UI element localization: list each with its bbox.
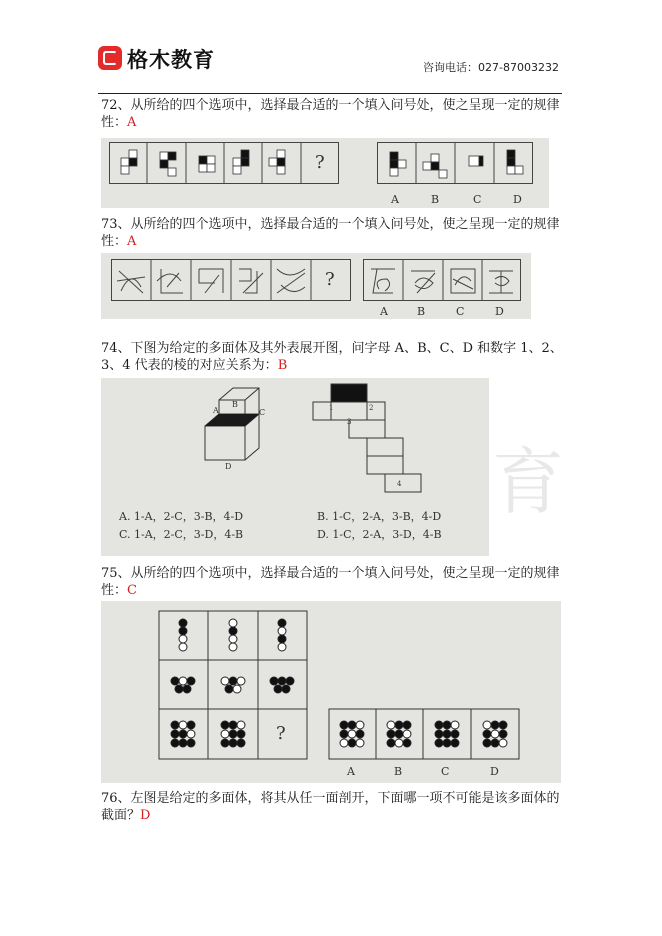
edge-label-a: A	[213, 406, 219, 415]
option-label-d: D	[490, 765, 499, 778]
net-label-4: 4	[397, 480, 402, 488]
figure-73	[101, 253, 531, 319]
sequence-row	[111, 259, 351, 301]
figure-75	[101, 601, 561, 783]
option-label-c: C	[456, 305, 465, 318]
polyhedron-and-net	[101, 378, 489, 502]
page-header	[0, 0, 662, 96]
option-label-a: A	[380, 305, 388, 318]
brand-logo-icon	[98, 46, 122, 70]
option-label-b: B	[431, 193, 440, 206]
question-74: 74、下图为给定的多面体及其外表展开图，问字母 A、B、C、D 和数字 1、2、3、4 代表的棱的对应关系为：B	[101, 341, 563, 373]
option-label-a: A	[391, 193, 399, 206]
brand-name: 格木教育	[127, 48, 215, 72]
figure-74	[101, 378, 489, 556]
choice-c: C. 1-A，2-C，3-D，4-B	[119, 528, 244, 541]
choice-b: B. 1-C，2-A，3-B，4-D	[317, 510, 442, 523]
edge-label-d: D	[225, 462, 232, 471]
watermark: 育	[492, 440, 565, 524]
question-76: 76、左图是给定的多面体，将其从任一面剖开，下面哪一项不可能是该多面体的截面？D	[101, 791, 560, 823]
choice-d: D. 1-C，2-A，3-D，4-B	[317, 528, 442, 541]
question-mark: ?	[325, 269, 335, 290]
option-label-b: B	[417, 305, 426, 318]
net-label-1: 1	[329, 404, 334, 412]
answer-73: A	[127, 234, 137, 249]
question-75: 75、从所给的四个选项中，选择最合适的一个填入问号处，使之呈现一定的规律性：C	[101, 566, 560, 598]
choice-a: A. 1-A，2-C，3-B，4-D	[119, 510, 244, 523]
options-row	[377, 142, 533, 184]
option-label-d: D	[495, 305, 504, 318]
question-mark: ?	[315, 152, 325, 173]
option-label-a: A	[347, 765, 355, 778]
option-label-b: B	[394, 765, 403, 778]
net-label-3: 3	[347, 418, 352, 426]
answer-76: D	[140, 808, 151, 823]
answer-75: C	[127, 583, 137, 598]
option-shapes	[363, 259, 521, 301]
option-label-d: D	[513, 193, 522, 206]
question-73: 73、从所给的四个选项中，选择最合适的一个填入问号处，使之呈现一定的规律性：A	[101, 217, 560, 249]
dot-grid	[101, 601, 561, 783]
sequence-shapes	[111, 259, 351, 301]
edge-label-b: B	[232, 400, 238, 409]
option-shapes	[377, 142, 533, 184]
options-row	[363, 259, 521, 301]
question-72: 72、从所给的四个选项中，选择最合适的一个填入问号处，使之呈现一定的规律性：A	[101, 98, 560, 130]
answer-74: B	[277, 358, 288, 373]
contact-phone: 咨询电话：027-87003232	[423, 61, 559, 74]
answer-72: A	[127, 115, 137, 130]
option-label-c: C	[473, 193, 482, 206]
question-mark: ?	[276, 723, 286, 744]
option-label-c: C	[441, 765, 450, 778]
header-divider	[98, 93, 562, 94]
figure-72	[101, 138, 549, 208]
sequence-shapes	[109, 142, 339, 184]
net-label-2: 2	[369, 404, 374, 412]
edge-label-c: C	[259, 408, 266, 417]
sequence-row	[109, 142, 339, 184]
